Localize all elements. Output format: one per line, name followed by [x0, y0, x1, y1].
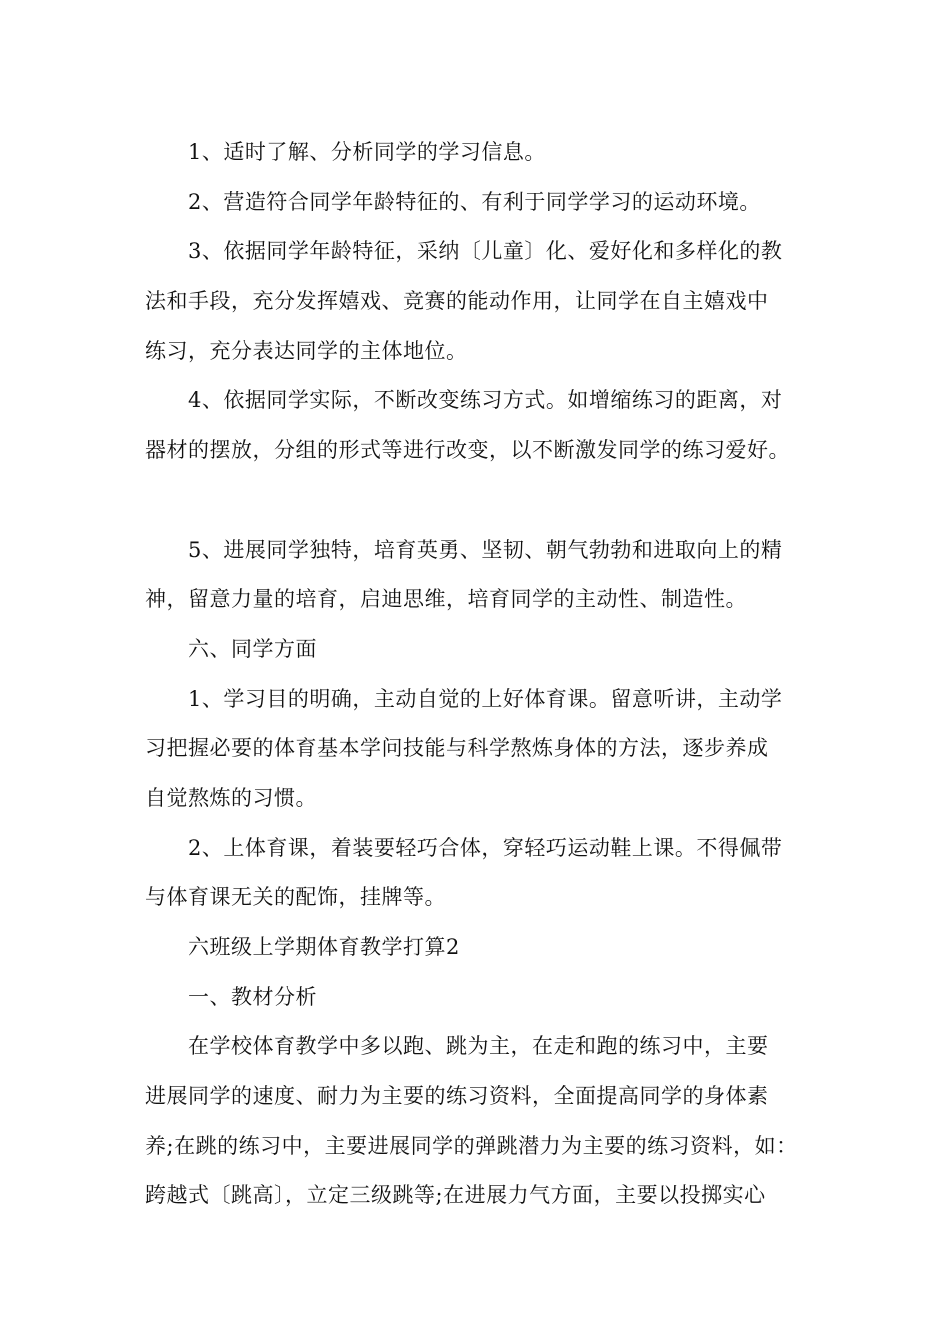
paragraph-line: 2、营造符合同学年龄特征的、有利于同学学习的运动环境。	[188, 190, 761, 214]
paragraph-line: 养;在跳的练习中，主要进展同学的弹跳潜力为主要的练习资料，如：	[145, 1134, 798, 1158]
paragraph-line: 1、学习目的明确，主动自觉的上好体育课。留意听讲，主动学	[188, 687, 783, 711]
paragraph-line: 5、进展同学独特，培育英勇、坚韧、朝气勃勃和进取向上的精	[188, 538, 783, 562]
section-heading: 一、教材分析	[188, 985, 317, 1009]
paragraph-line: 1、适时了解、分析同学的学习信息。	[188, 140, 546, 164]
paragraph-line: 进展同学的速度、耐力为主要的练习资料，全面提高同学的身体素	[145, 1084, 769, 1108]
paragraph-line: 自觉熬炼的习惯。	[145, 786, 317, 810]
paragraph-line: 习把握必要的体育基本学问技能与科学熬炼身体的方法，逐步养成	[145, 736, 769, 760]
paragraph-line: 法和手段，充分发挥嬉戏、竞赛的能动作用，让同学在自主嬉戏中	[145, 289, 769, 313]
paragraph-line: 跨越式〔跳高〕，立定三级跳等;在进展力气方面，主要以投掷实心	[145, 1183, 766, 1207]
paragraph-line: 器材的摆放，分组的形式等进行改变，以不断激发同学的练习爱好。	[145, 438, 790, 462]
paragraph-line: 练习，充分表达同学的主体地位。	[145, 339, 468, 363]
paragraph-line: 在学校体育教学中多以跑、跳为主，在走和跑的练习中，主要	[188, 1034, 769, 1058]
paragraph-line: 2、上体育课，着装要轻巧合体，穿轻巧运动鞋上课。不得佩带	[188, 836, 783, 860]
paragraph-line: 4、依据同学实际，不断改变练习方式。如增缩练习的距离，对	[188, 388, 783, 412]
section-heading: 六、同学方面	[188, 637, 317, 661]
paragraph-line: 神，留意力量的培育，启迪思维，培育同学的主动性、制造性。	[145, 587, 747, 611]
paragraph-line: 与体育课无关的配饰，挂牌等。	[145, 885, 446, 909]
document-subtitle: 六班级上学期体育教学打算2	[188, 935, 460, 959]
paragraph-line: 3、依据同学年龄特征，采纳〔儿童〕化、爱好化和多样化的教	[188, 239, 783, 263]
